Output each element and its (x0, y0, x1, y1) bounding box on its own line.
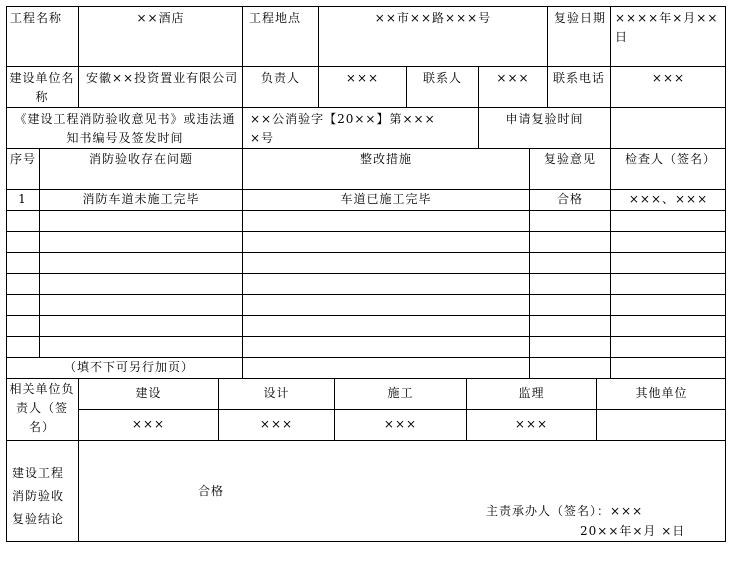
row-opinion: 合格 (556, 192, 583, 206)
row-no: 1 (18, 192, 27, 206)
unit-col-supervision: 监理 (518, 386, 545, 400)
project-site-label: 工程地点 (249, 11, 302, 25)
unit-sign-build: ××× (131, 417, 166, 431)
contact-label: 联系人 (422, 71, 462, 85)
row-problem: 消防车道未施工完毕 (82, 192, 200, 206)
conclusion-label: 建设工程消防验收复验结论 (12, 466, 65, 526)
header-opinion: 复验意见 (543, 152, 596, 166)
opinion-label: 《建设工程消防验收意见书》或违法通知书编号及签发时间 (14, 112, 236, 145)
apply-time-label: 申请复验时间 (505, 112, 584, 126)
builder-person-value: ××× (345, 71, 380, 85)
unit-col-construction: 施工 (387, 386, 414, 400)
header-problem: 消防验收存在问题 (88, 152, 193, 166)
builder-person-label: 负责人 (260, 71, 300, 85)
unit-col-design: 设计 (263, 386, 290, 400)
header-measure: 整改措施 (359, 152, 412, 166)
builder-unit-label: 建设单位名称 (9, 71, 75, 104)
unit-col-other: 其他单位 (635, 386, 688, 400)
builder-unit-value: 安徽××投资置业有限公司 (86, 71, 239, 85)
recheck-date-label: 复验日期 (554, 11, 607, 25)
handler-signature: 主责承办人（签名）：××× (486, 504, 644, 518)
units-label: 相关单位负责人（签名） (9, 382, 75, 434)
header-no: 序号 (10, 152, 37, 166)
conclusion-value: 合格 (198, 484, 225, 498)
phone-value: ××× (651, 71, 686, 85)
row-measure: 车道已施工完毕 (340, 192, 432, 206)
project-site-value: ××市××路×××号 (374, 11, 492, 25)
unit-col-build: 建设 (135, 386, 162, 400)
unit-sign-design: ××× (259, 417, 294, 431)
unit-sign-construction: ××× (383, 417, 418, 431)
recheck-form (6, 6, 726, 542)
row-inspector: ×××、××× (628, 192, 709, 206)
conclusion-date: 20××年×月 ×日 (580, 524, 686, 538)
unit-sign-supervision: ××× (514, 417, 549, 431)
project-name-value: ××酒店 (136, 11, 185, 25)
project-name-label: 工程名称 (10, 11, 63, 25)
opinion-value: ××公消验字【20××】第××××号 (250, 112, 436, 145)
contact-value: ××× (496, 71, 530, 85)
overflow-note: （填不下可另行加页） (64, 360, 195, 374)
recheck-date-value: ××××年×月××日 (615, 11, 719, 44)
header-inspector: 检查人（签名） (625, 152, 717, 166)
phone-label: 联系电话 (552, 71, 605, 85)
